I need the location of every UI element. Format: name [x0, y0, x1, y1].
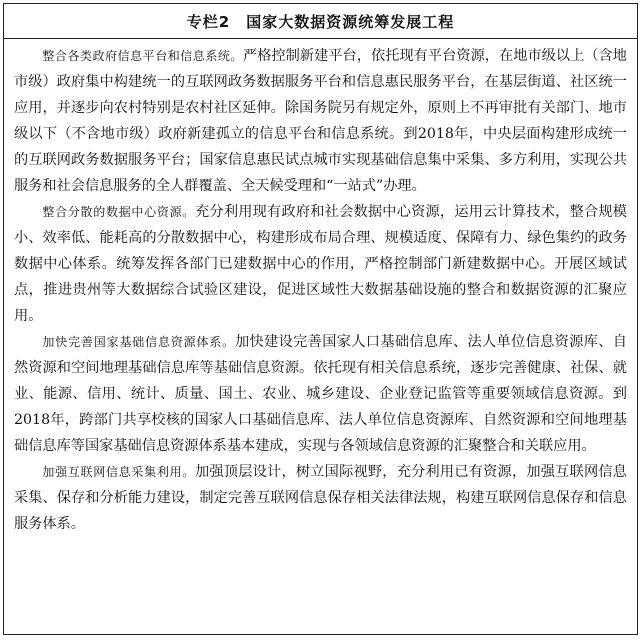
section-body: 加强顶层设计，树立国际视野，充分利用已有资源，加强互联网信息采集、保存和分析能力建设，制定完善互联网信息保存相关法律法规，构建互联网信息保存和信息服务体系。: [14, 464, 627, 532]
box-title: 专栏2 国家大数据资源统筹发展工程: [186, 12, 455, 31]
section-integrate-platforms: [14, 43, 627, 199]
section-lead: 整合分散的数据中心资源。: [42, 205, 196, 219]
box-content: [4, 39, 637, 537]
title-row: [4, 4, 637, 39]
project-box: [3, 3, 638, 635]
section-body: 加快建设完善国家人口基础信息库、法人单位信息资源库、自然资源和空间地理基础信息库等基础信息资源。依托现有相关信息系统，逐步完善健康、社保、就业、能源、信用、统计、质量、国土、农业、城乡建设、企业登记监管等重要领域信息资源。到2018年，跨部门共享校核的国家人口基础信息库、法人单位信息资源库、自然资源和空间地理基础信息库等国家基础信息资源体系基本建成，实现与各领域信息资源的汇聚整合和关联应用。: [14, 334, 627, 454]
section-lead: 整合各类政府信息平台和信息系统。: [42, 49, 243, 63]
section-lead: 加快完善国家基础信息资源体系。: [42, 335, 236, 349]
section-integrate-datacenters: [14, 199, 627, 329]
section-basic-info-resources: [14, 329, 627, 459]
section-lead: 加强互联网信息采集利用。: [42, 465, 196, 479]
section-body: 严格控制新建平台，依托现有平台资源，在地市级以上（含地市级）政府集中构建统一的互联网政务数据服务平台和信息惠民服务平台，在基层街道、社区统一应用，并逐步向农村特别是农村社区延伸。除国务院另有规定外，原则上不再审批有关部门、地市级以下（不含地市级）政府新建孤立的信息平台和信息系统。到2018年，中央层面构建形成统一的互联网政务数据服务平台；国家信息惠民试点城市实现基础信息集中采集、多方利用，实现公共服务和社会信息服务的全人群覆盖、全天候受理和“一站式”办理。: [14, 48, 627, 194]
section-internet-info: [14, 459, 627, 537]
section-body: 充分利用现有政府和社会数据中心资源，运用云计算技术，整合规模小、效率低、能耗高的分散数据中心，构建形成布局合理、规模适度、保障有力、绿色集约的政务数据中心体系。统筹发挥各部门已建数据中心的作用，严格控制部门新建数据中心。开展区域试点，推进贵州等大数据综合试验区建设，促进区域性大数据基础设施的整合和数据资源的汇聚应用。: [14, 204, 627, 324]
